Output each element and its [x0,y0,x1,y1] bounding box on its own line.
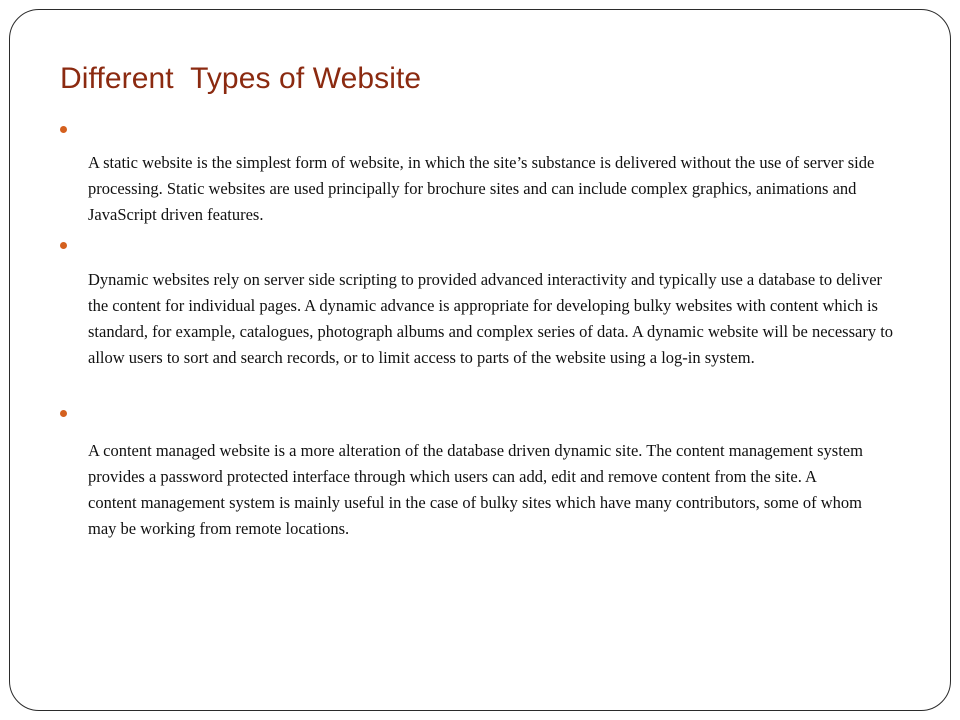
slide-title: Different Types of Website [60,62,422,95]
bullet-1 [60,126,67,133]
paragraph-content-managed-website: A content managed website is a more alteration of the database driven dynamic site. The content management system provides a password protected interface through which users can add, edit and remove content from the site. A content management system is mainly useful in the case of bulky sites which have many contributors, some of whom may be working from remote locations. [88,441,863,538]
paragraph-static-website: A static website is the simplest form of website, in which the site’s substance is delivered without the use of server side processing. Static websites are used principally for brochure sites and can include complex graphics, animations and JavaScript driven features. [88,153,875,224]
paragraph-dynamic-website: Dynamic websites rely on server side scripting to provided advanced interactivity and typically use a database to deliver the content for individual pages. A dynamic advance is appropriate for developing bulky websites with content which is standard, for example, catalogues, photograph albums and complex series of data. A dynamic website will be necessary to allow users to sort and search records, or to limit access to parts of the website using a log-in system. [88,270,894,367]
bullet-2 [60,242,67,249]
bullet-3 [60,410,67,417]
